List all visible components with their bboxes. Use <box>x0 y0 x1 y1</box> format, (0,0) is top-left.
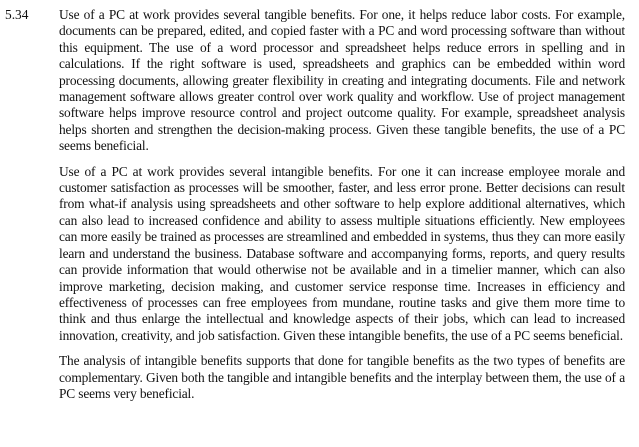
paragraph-intangible-benefits: Use of a PC at work provides several intangible benefits. For one it can increase employee morale and customer satisfaction as processes will be smoother, faster, and less error prone. Better decisions can result from what-if analysis using spreadsheets and other software to help explore additional alternatives, which can also lead to increased confidence and ability to assess multiple situations efficiently. New employees can more easily be trained as processes are streamlined and embedded in systems, thus they can more easily learn and understand the business. Database software and accompanying forms, reports, and query results can provide information that would otherwise not be available and in a timelier manner, which can also improve marketing, decision making, and customer service response time. Increases in efficiency and effectiveness of processes can free employees from mundane, routine tasks and give them more time to think and thus enlarge the intellectual and knowledge aspects of their jobs, which can lead to increased innovation, creativity, and job satisfaction. Given these intangible benefits, the use of a PC seems beneficial. <box>59 163 625 343</box>
section-number: 5.34 <box>5 7 29 22</box>
paragraph-tangible-benefits: Use of a PC at work provides several tangible benefits. For one, it helps reduce labor costs. For example, documents can be prepared, edited, and copied faster with a PC and word processing software than without this equipment. The use of a word processor and spreadsheet helps reduce errors in spelling and in calculations. If the right software is used, spreadsheets and graphics can be embedded within word processing documents, allowing greater flexibility in creating and integrating documents. File and network management software allows greater control over work quality and workflow. Use of project management software helps improve resource control and project outcome quality. For example, spreadsheet analysis helps shorten and strengthen the decision-making process. Given these tangible benefits, the use of a PC seems beneficial. <box>59 7 625 154</box>
answer-body <box>59 7 625 402</box>
paragraph-conclusion: The analysis of intangible benefits supports that done for tangible benefits as the two types of benefits are complementary. Given both the tangible and intangible benefits and the interplay between them, the use of a PC seems very beneficial. <box>59 353 625 401</box>
